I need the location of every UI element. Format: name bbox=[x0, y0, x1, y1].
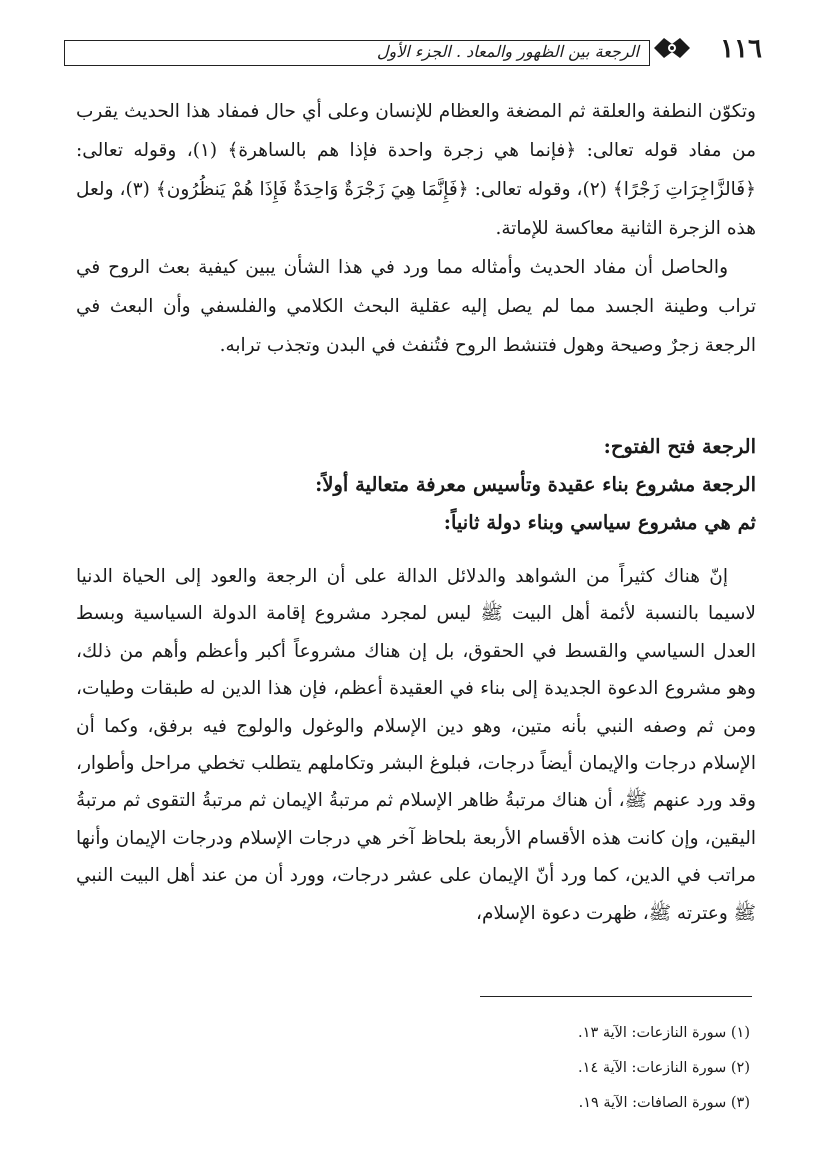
footnote-divider bbox=[480, 996, 752, 997]
section-title: الرجعة فتح الفتوح: bbox=[603, 435, 756, 458]
footnotes bbox=[350, 1016, 750, 1121]
body-text-main bbox=[76, 558, 756, 932]
section-subtitle-2: ثم هي مشروع سياسي وبناء دولة ثانياً: bbox=[443, 511, 756, 534]
footnote: (١) سورة النازعات: الآية ١٣. bbox=[578, 1025, 750, 1041]
section-heading-block bbox=[76, 428, 756, 542]
running-title-frame bbox=[64, 40, 650, 66]
paragraph: وتكوّن النطفة والعلقة ثم المضغة والعظام للإنسان وعلى أي حال فمفاد هذا الحديث يقرب من مفاد قوله تعالى: ﴿فإنما هي زجرة واحدة فإذا هم بالساهرة﴾ (١)، وقوله تعالى: ﴿فَالزَّاجِرَاتِ زَجْرًا﴾ (٢)، وقوله تعالى: ﴿فَإِنَّمَا هِيَ زَجْرَةٌ وَاحِدَةٌ فَإِذَا هُمْ يَنظُرُون﴾ (٣)، ولعل هذه الزجرة الثانية معاكسة للإماتة. bbox=[76, 101, 757, 239]
paragraph: إنّ هناك كثيراً من الشواهد والدلائل الدالة على أن الرجعة والعود إلى الحياة الدنيا لاسيما بالنسبة لأئمة أهل البيت ﷺ ليس لمجرد مشروع إقامة الدولة السياسية وبسط العدل السياسي والقسط في الحقوق، بل إن هناك مشروعاً أكبر وأعظم وأهم من ذلك، وهو مشروع الدعوة الجديدة إلى بناء في العقيدة أعظم، فإن هذا الدين له طبقات وطيات، ومن ثم وصفه النبي بأنه متين، وهو دين الإسلام والوغول والولوج فيه برفق، وكما أن الإسلام درجات والإيمان أيضاً درجات، فبلوغ البشر وتكاملهم يتطلب تخطي مراحل وأطوار، وقد ورد عنهم ﷺ، أن هناك مرتبةُ ظاهر الإسلام ثم مرتبةُ الإيمان ثم مرتبةُ التقوى ثم مرتبةُ اليقين، وإن كانت هذه الأقسام الأربعة بلحاظ آخر هي درجات الإسلام ودرجات الإيمان وأنها مراتب في الدين، كما ورد أنّ الإيمان على عشر درجات، وورد أن من عند أهل البيت النبي ﷺ وعترته ﷺ، ظهرت دعوة الإسلام، bbox=[76, 566, 756, 924]
page-header bbox=[66, 30, 762, 72]
footnote: (٢) سورة النازعات: الآية ١٤. bbox=[578, 1060, 750, 1076]
ornament-icon bbox=[652, 34, 692, 62]
footnote: (٣) سورة الصافات: الآية ١٩. bbox=[578, 1095, 750, 1111]
running-title: الرجعة بين الظهور والمعاد . الجزء الأول bbox=[376, 42, 639, 61]
section-subtitle-1: الرجعة مشروع بناء عقيدة وتأسيس معرفة متعالية أولاً: bbox=[315, 473, 756, 496]
page-number: ١١٦ bbox=[720, 34, 762, 64]
body-text-top bbox=[76, 92, 756, 365]
paragraph: والحاصل أن مفاد الحديث وأمثاله مما ورد في هذا الشأن يبين كيفية بعث الروح في تراب وطينة الجسد مما لم يصل إليه عقلية البحث الكلامي والفلسفي وأن البعث في الرجعة زجرٌ وصيحة وهول فتنشط الروح فتُنفث في البدن وتجذب ترابه. bbox=[76, 257, 756, 356]
